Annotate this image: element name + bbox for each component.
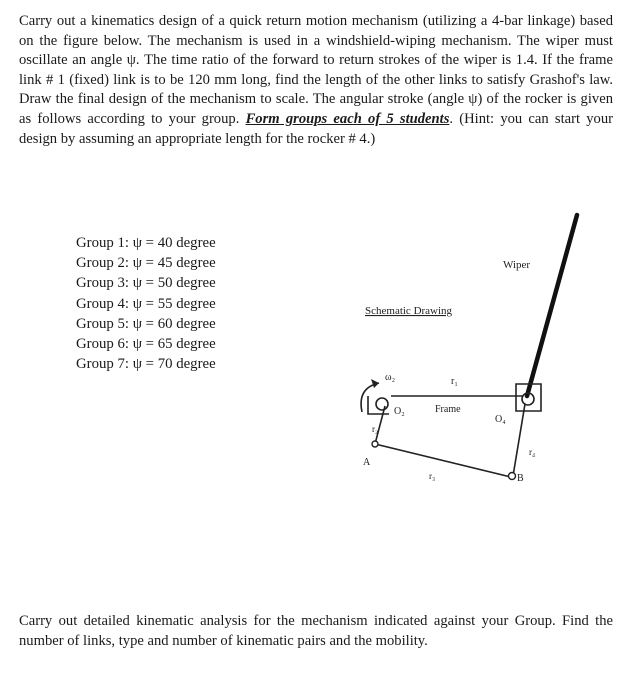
problem-statement xyxy=(19,12,613,149)
analysis-task: Carry out detailed kinematic analysis for the mechanism indicated against your Group. Find the number of links, type and number of kinematic pairs and the mobility. xyxy=(19,613,613,649)
group-item: Group 5: ψ = 60 degree xyxy=(76,315,216,332)
o4-label: O₄ xyxy=(495,414,506,425)
problem-text-part2: . (Hint: you can start your design by assuming an appropriate length for the rocker # 4.) xyxy=(19,110,613,147)
r2-label: r₂ xyxy=(372,424,379,434)
rocker-link xyxy=(513,404,525,476)
joint-b xyxy=(509,473,516,480)
group-item: Group 2: ψ = 45 degree xyxy=(76,255,216,272)
r3-label: r₃ xyxy=(429,471,436,481)
group-item: Group 4: ψ = 55 degree xyxy=(76,295,216,312)
group-instruction: Form groups each of 5 students xyxy=(245,110,450,127)
coupler-link xyxy=(375,444,511,477)
o2-label: O₂ xyxy=(394,406,405,417)
r1-label: r₁ xyxy=(451,376,458,387)
omega-label: ω₂ xyxy=(385,372,396,383)
r4-label: r₄ xyxy=(529,447,536,457)
frame-label: Frame xyxy=(435,404,461,415)
wiper-label: Wiper xyxy=(503,259,531,271)
b-label: B xyxy=(517,473,524,484)
schematic-label: Schematic Drawing xyxy=(365,305,453,317)
joint-a xyxy=(372,441,378,447)
group-item: Group 1: ψ = 40 degree xyxy=(76,235,216,251)
wiper-arm xyxy=(527,215,577,396)
o2-pivot xyxy=(376,398,388,410)
group-item: Group 6: ψ = 65 degree xyxy=(76,336,216,353)
group-item: Group 3: ψ = 50 degree xyxy=(76,275,216,292)
rotation-arrowhead xyxy=(371,379,379,388)
mechanism-schematic xyxy=(345,208,595,498)
problem-text-part1: Carry out a kinematics design of a quick return motion mechanism (utilizing a 4-bar linkage) based on the figure below. The mechanism is used in a windshield-wiping mechanism. The wiper must oscillate an angle ψ. The time ratio of the forward to return strokes of the wiper is 1.4. If the frame link # 1 (fixed) link is to be 120 mm long, find the length of the other links to satisfy Grashof's law. Draw the final design of the mechanism to scale. The angular stroke (angle ψ) of the rocker is given as follows according to your group. xyxy=(19,13,613,127)
group-item: Group 7: ψ = 70 degree xyxy=(76,356,216,373)
a-label: A xyxy=(363,457,371,468)
group-list xyxy=(76,233,216,374)
